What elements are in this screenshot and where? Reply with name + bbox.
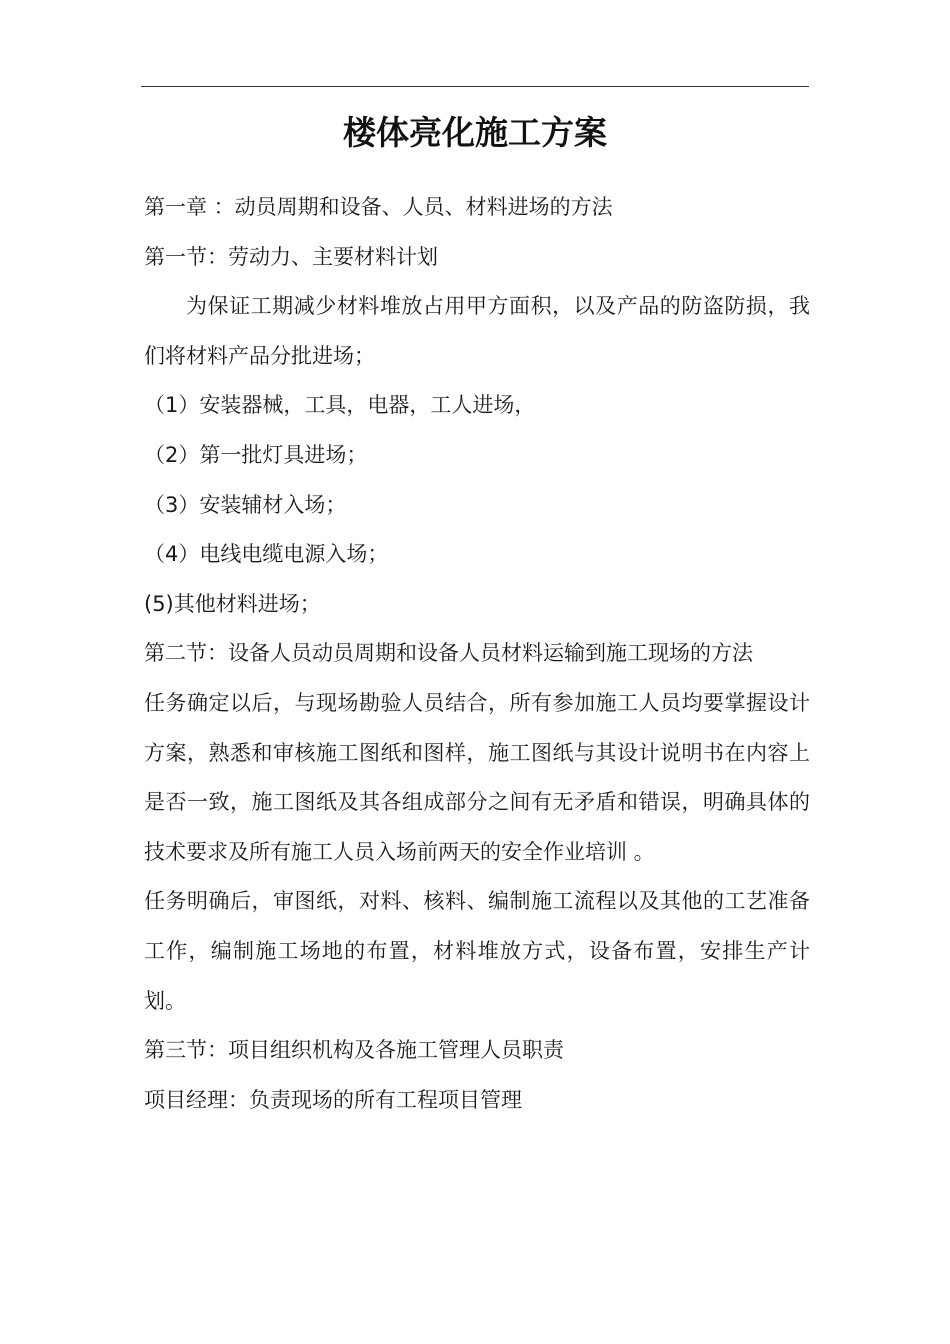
list-item: （1）安装器械，工具，电器，工人进场， [144, 393, 536, 418]
header-rule [141, 86, 809, 87]
list-item: (5)其他材料进场； [144, 591, 321, 616]
document-body [144, 183, 810, 1125]
paragraph: 任务确定以后，与现场勘验人员结合，所有参加施工人员均要掌握设计方案，熟悉和审核施工图纸和图样，施工图纸与其设计说明书在内容上是否一致，施工图纸及其各组成部分之间有无矛盾和错误，明确具体的技术要求及所有施工人员入场前两天的安全作业培训 。 [144, 690, 810, 864]
section-heading: 第一节：劳动力、主要材料计划 [144, 244, 438, 269]
paragraph: 任务明确后，审图纸，对料、核料、编制施工流程以及其他的工艺准备工作，编制施工场地的布置，材料堆放方式，设备布置，安排生产计划。 [144, 889, 810, 1013]
list-item: （3）安装辅材入场； [144, 492, 347, 517]
section-heading: 第三节：项目组织机构及各施工管理人员职责 [144, 1038, 564, 1063]
list-item: （4）电线电缆电源入场； [144, 542, 389, 567]
section-heading: 第二节：设备人员动员周期和设备人员材料运输到施工现场的方法 [144, 641, 753, 666]
paragraph: 项目经理：负责现场的所有工程项目管理 [144, 1087, 522, 1112]
chapter-heading: 第一章 ：动员周期和设备、人员、材料进场的方法 [144, 195, 613, 219]
list-item: （2）第一批灯具进场； [144, 442, 368, 467]
document-title: 楼体亮化施工方案 [343, 113, 607, 152]
paragraph: 为保证工期减少材料堆放占用甲方面积，以及产品的防盗防损，我们将材料产品分批进场； [144, 294, 810, 368]
